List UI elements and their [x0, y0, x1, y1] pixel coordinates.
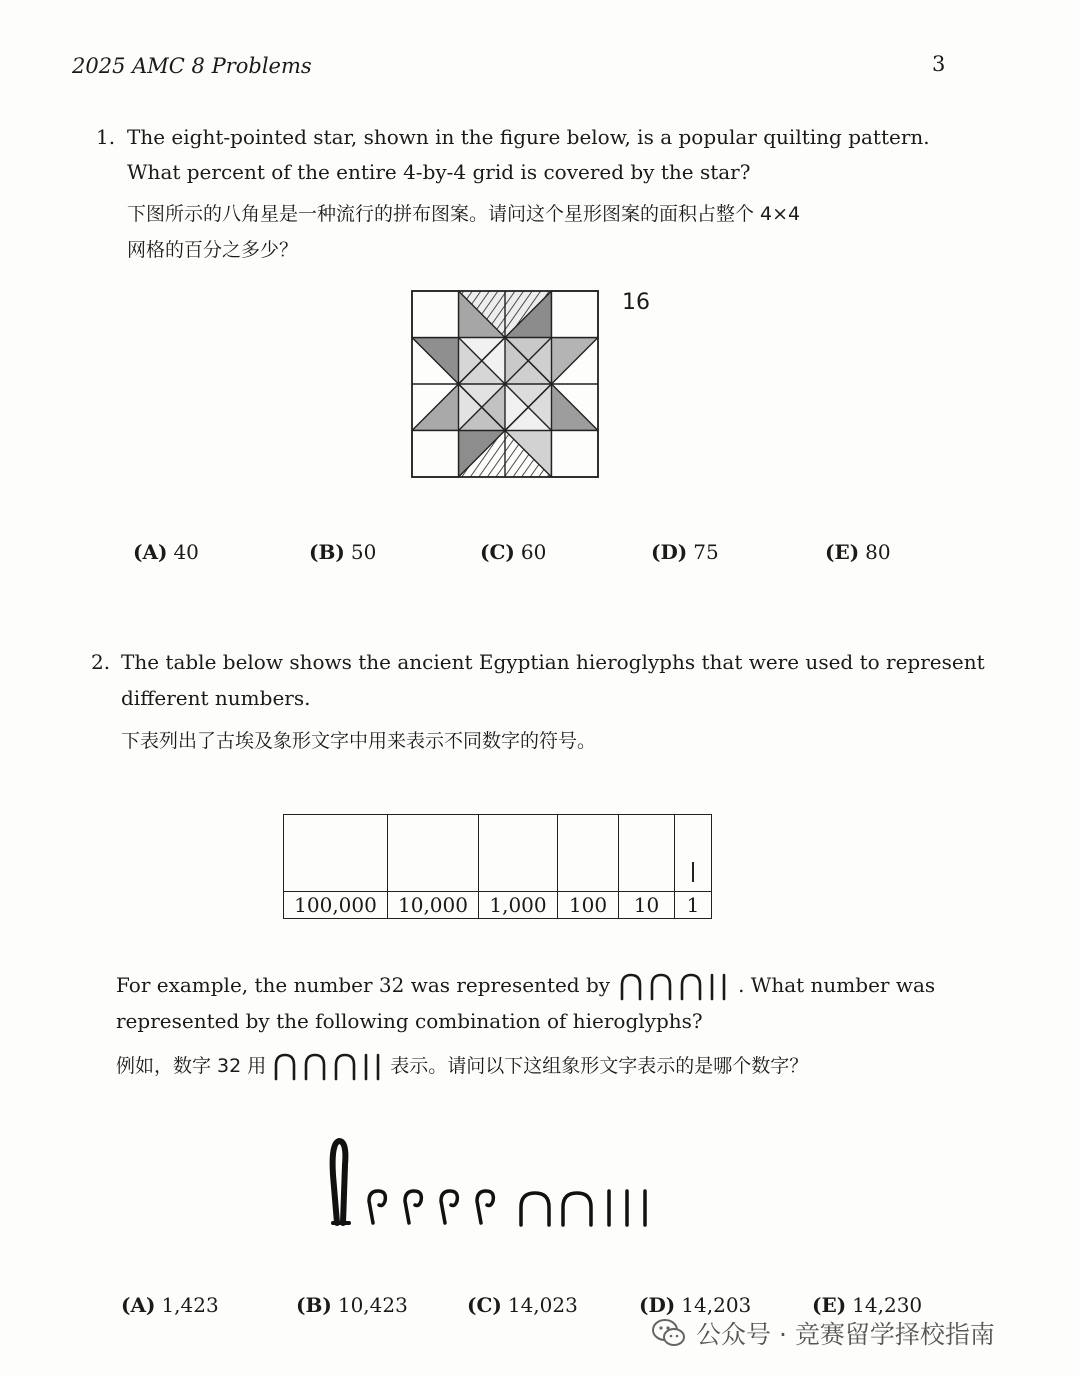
hieroglyph-cell-100: [558, 815, 619, 892]
problem-2-choice-c[interactable]: (C) 14,023: [467, 1293, 578, 1317]
problem-1-text-line1: The eight-pointed star, shown in the figure below, is a popular quilting pattern.: [127, 125, 930, 149]
problem-2-text-line1: The table below shows the ancient Egyptian hieroglyphs that were used to represent: [121, 650, 985, 674]
problem-2-choice-b[interactable]: (B) 10,423: [296, 1293, 408, 1317]
problem-2-choice-a[interactable]: (A) 1,423: [121, 1293, 219, 1317]
table-value-cell: 10,000: [388, 892, 479, 919]
wechat-icon: [652, 1318, 686, 1348]
problem-2-choice-d[interactable]: (D) 14,203: [639, 1293, 752, 1317]
problem-2-number: 2.: [91, 650, 111, 674]
problem-2-zh-line1: 下表列出了古埃及象形文字中用来表示不同数字的符号。: [121, 730, 597, 752]
hieroglyph-cell-1: [675, 815, 712, 892]
hieroglyph-cell-10: [619, 815, 675, 892]
problem-1-choice-e[interactable]: (E) 80: [825, 540, 891, 564]
inline-glyphs-32-zh-icon: [272, 1051, 390, 1081]
problem-2-example-line2: represented by the following combination of hieroglyphs?: [116, 1009, 703, 1033]
problem-1-zh-line2: 网格的百分之多少？: [127, 239, 299, 261]
table-value-cell: 1,000: [479, 892, 558, 919]
problem-1-choices: [133, 540, 891, 564]
problem-1-choice-c[interactable]: (C) 60: [480, 540, 547, 564]
hieroglyph-cell-10000: [388, 815, 479, 892]
watermark: [652, 1315, 995, 1351]
problem-2-choices: [121, 1293, 922, 1317]
table-value-cell: 100,000: [284, 892, 388, 919]
table-value-cell: 100: [558, 892, 619, 919]
hieroglyph-combination-figure: [325, 1135, 665, 1230]
page-number: 3: [932, 52, 946, 76]
problem-1-zh-line1: 下图所示的八角星是一种流行的拼布图案。请问这个星形图案的面积占整个 4×4: [127, 203, 801, 225]
table-value-cell: 10: [619, 892, 675, 919]
page-header-title: 2025 AMC 8 Problems: [72, 54, 312, 78]
problem-1-choice-b[interactable]: (B) 50: [309, 540, 377, 564]
problem-2-zh-example: 例如，数字 32 用 表示。请问以下这组象形文字表示的是哪个数字？: [116, 1048, 808, 1084]
hieroglyph-table: [283, 814, 712, 919]
problem-2-example-line1: For example, the number 32 was represented by . What number was: [116, 968, 935, 1003]
handwritten-annotation: 16: [622, 290, 650, 315]
table-value-cell: 1: [675, 892, 712, 919]
problem-1-choice-a[interactable]: (A) 40: [133, 540, 199, 564]
stroke-glyph-icon: [688, 860, 698, 886]
inline-glyphs-32-icon: [618, 971, 748, 1001]
problem-2-choice-e[interactable]: (E) 14,230: [812, 1293, 923, 1317]
watermark-text: 公众号 · 竞赛留学择校指南: [696, 1320, 995, 1349]
problem-1-text-line2: What percent of the entire 4-by-4 grid is covered by the star?: [127, 160, 751, 184]
problem-1-number: 1.: [96, 125, 116, 149]
problem-2-text-line2: different numbers.: [121, 686, 311, 710]
hieroglyph-cell-100000: [284, 815, 388, 892]
eight-pointed-star-figure: [408, 287, 604, 481]
problem-1-choice-d[interactable]: (D) 75: [651, 540, 719, 564]
hieroglyph-cell-1000: [479, 815, 558, 892]
